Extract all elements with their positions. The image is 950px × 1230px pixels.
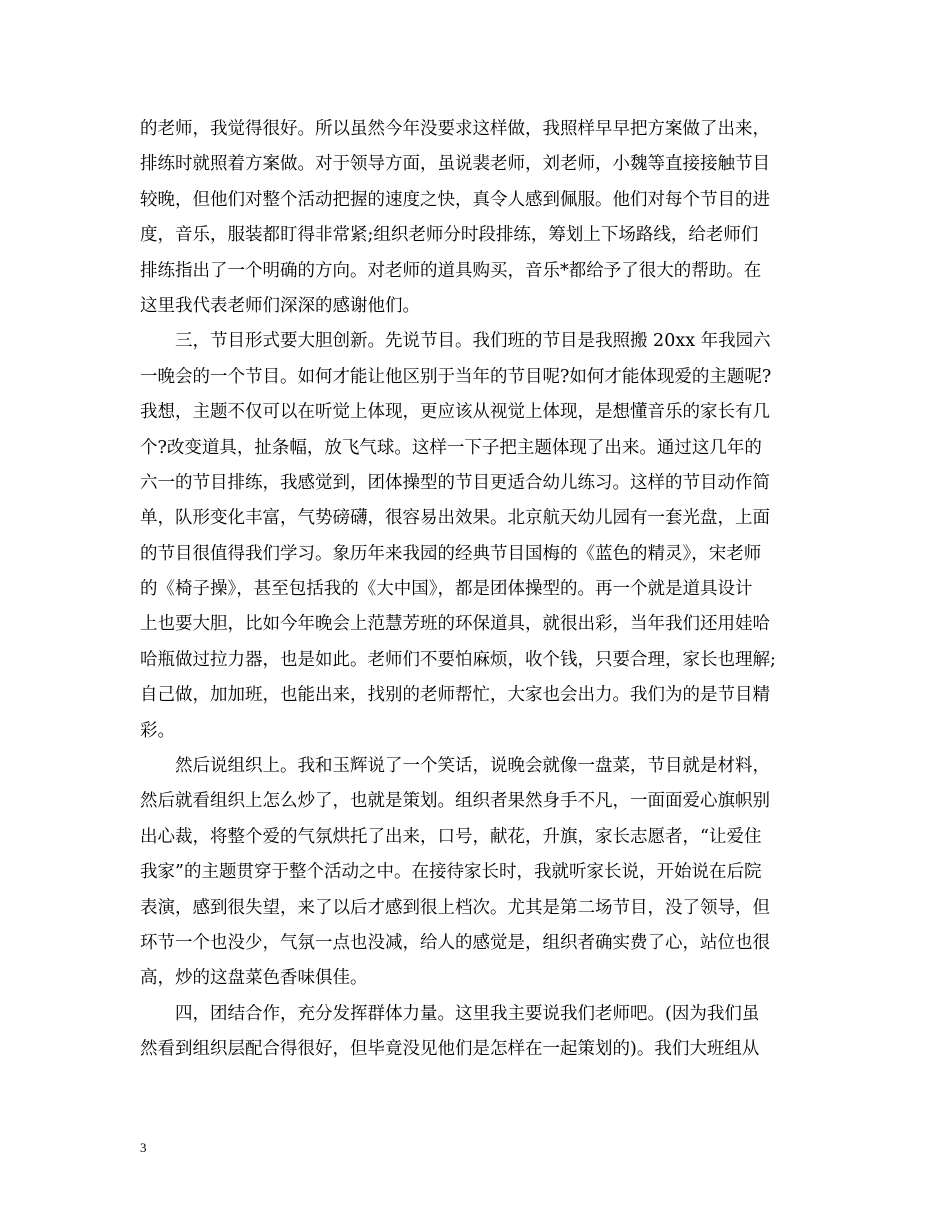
text-line: 上也要大胆，比如今年晚会上范慧芳班的环保道具，就很出彩，当年我们还用娃哈 [140, 614, 770, 635]
text-line: 一晚会的一个节目。如何才能让他区别于当年的节目呢?如何才能体现爱的主题呢? [140, 366, 772, 387]
text-line: 六一的节目排练，我感觉到，团体操型的节目更适合幼儿练习。这样的节目动作简 [140, 472, 770, 493]
text-line: 我家”的主题贯穿于整个活动之中。在接待家长时，我就听家长说，开始说在后院 [140, 862, 762, 883]
text-line: 然看到组织层配合得很好，但毕竟没见他们是怎样在一起策划的)。我们大班组从 [140, 1039, 760, 1060]
text-line: 的节目很值得我们学习。象历年来我园的经典节目国梅的《蓝色的精灵》，宋老师 [140, 543, 762, 564]
text-line: 自己做，加加班，也能出来，找别的老师帮忙，大家也会出力。我们为的是节目精 [140, 685, 770, 706]
text-line: 三，节目形式要大胆创新。先说节目。我们班的节目是我照搬 20xx 年我园六 [140, 331, 771, 352]
text-line: 的《椅子操》，甚至包括我的《大中国》，都是团体操型的。再一个就是道具设计 [140, 579, 753, 600]
text-line: 环节一个也没少，气氛一点也没减，给人的感觉是，组织者确实费了心，站位也很 [140, 932, 770, 953]
text-line: 我想，主题不仅可以在听觉上体现，更应该从视觉上体现，是想懂音乐的家长有几 [140, 402, 770, 423]
text-line: 的老师，我觉得很好。所以虽然今年没要求这样做，我照样早早把方案做了出来， [140, 119, 770, 139]
text-line: 高，炒的这盘菜色香味俱佳。 [140, 968, 368, 989]
text-line: 表演，感到很失望，来了以后才感到很上档次。尤其是第二场节目，没了领导，但 [140, 897, 770, 918]
text-line: 度，音乐，服装都盯得非常紧;组织老师分时段排练，筹划上下场路线，给老师们 [140, 225, 759, 246]
text-line: 排练指出了一个明确的方向。对老师的道具购买，音乐*都给予了很大的帮助。在 [140, 260, 762, 281]
text-line: 这里我代表老师们深深的感谢他们。 [140, 295, 420, 316]
text-line: 个?改变道具，扯条幅，放飞气球。这样一下子把主题体现了出来。通过这几年的 [140, 437, 762, 458]
text-line: 单，队形变化丰富，气势磅礴，很容易出效果。北京航天幼儿园有一套光盘，上面 [140, 508, 770, 529]
text-line: 较晚，但他们对整个活动把握的速度之快，真令人感到佩服。他们对每个节目的进 [140, 189, 770, 210]
page-number: 3 [140, 1140, 147, 1155]
document-body [140, 112, 816, 1068]
text-line: 排练时就照着方案做。对于领导方面，虽说裴老师，刘老师，小魏等直接接触节目 [140, 154, 770, 175]
text-line: 然后就看组织上怎么炒了，也就是策划。组织者果然身手不凡，一面面爱心旗帜别 [140, 791, 770, 812]
text-line: 出心裁，将整个爱的气氛烘托了出来，口号，献花，升旗，家长志愿者，“让爱住 [140, 826, 762, 847]
text-line: 哈瓶做过拉力器，也是如此。老师们不要怕麻烦，收个钱，只要合理，家长也理解; [140, 649, 776, 670]
text-line: 然后说组织上。我和玉辉说了一个笑话，说晚会就像一盘菜，节目就是材料， [140, 756, 770, 777]
text-line: 彩。 [140, 720, 175, 741]
text-line: 四，团结合作，充分发挥群体力量。这里我主要说我们老师吧。(因为我们虽 [140, 1003, 760, 1024]
